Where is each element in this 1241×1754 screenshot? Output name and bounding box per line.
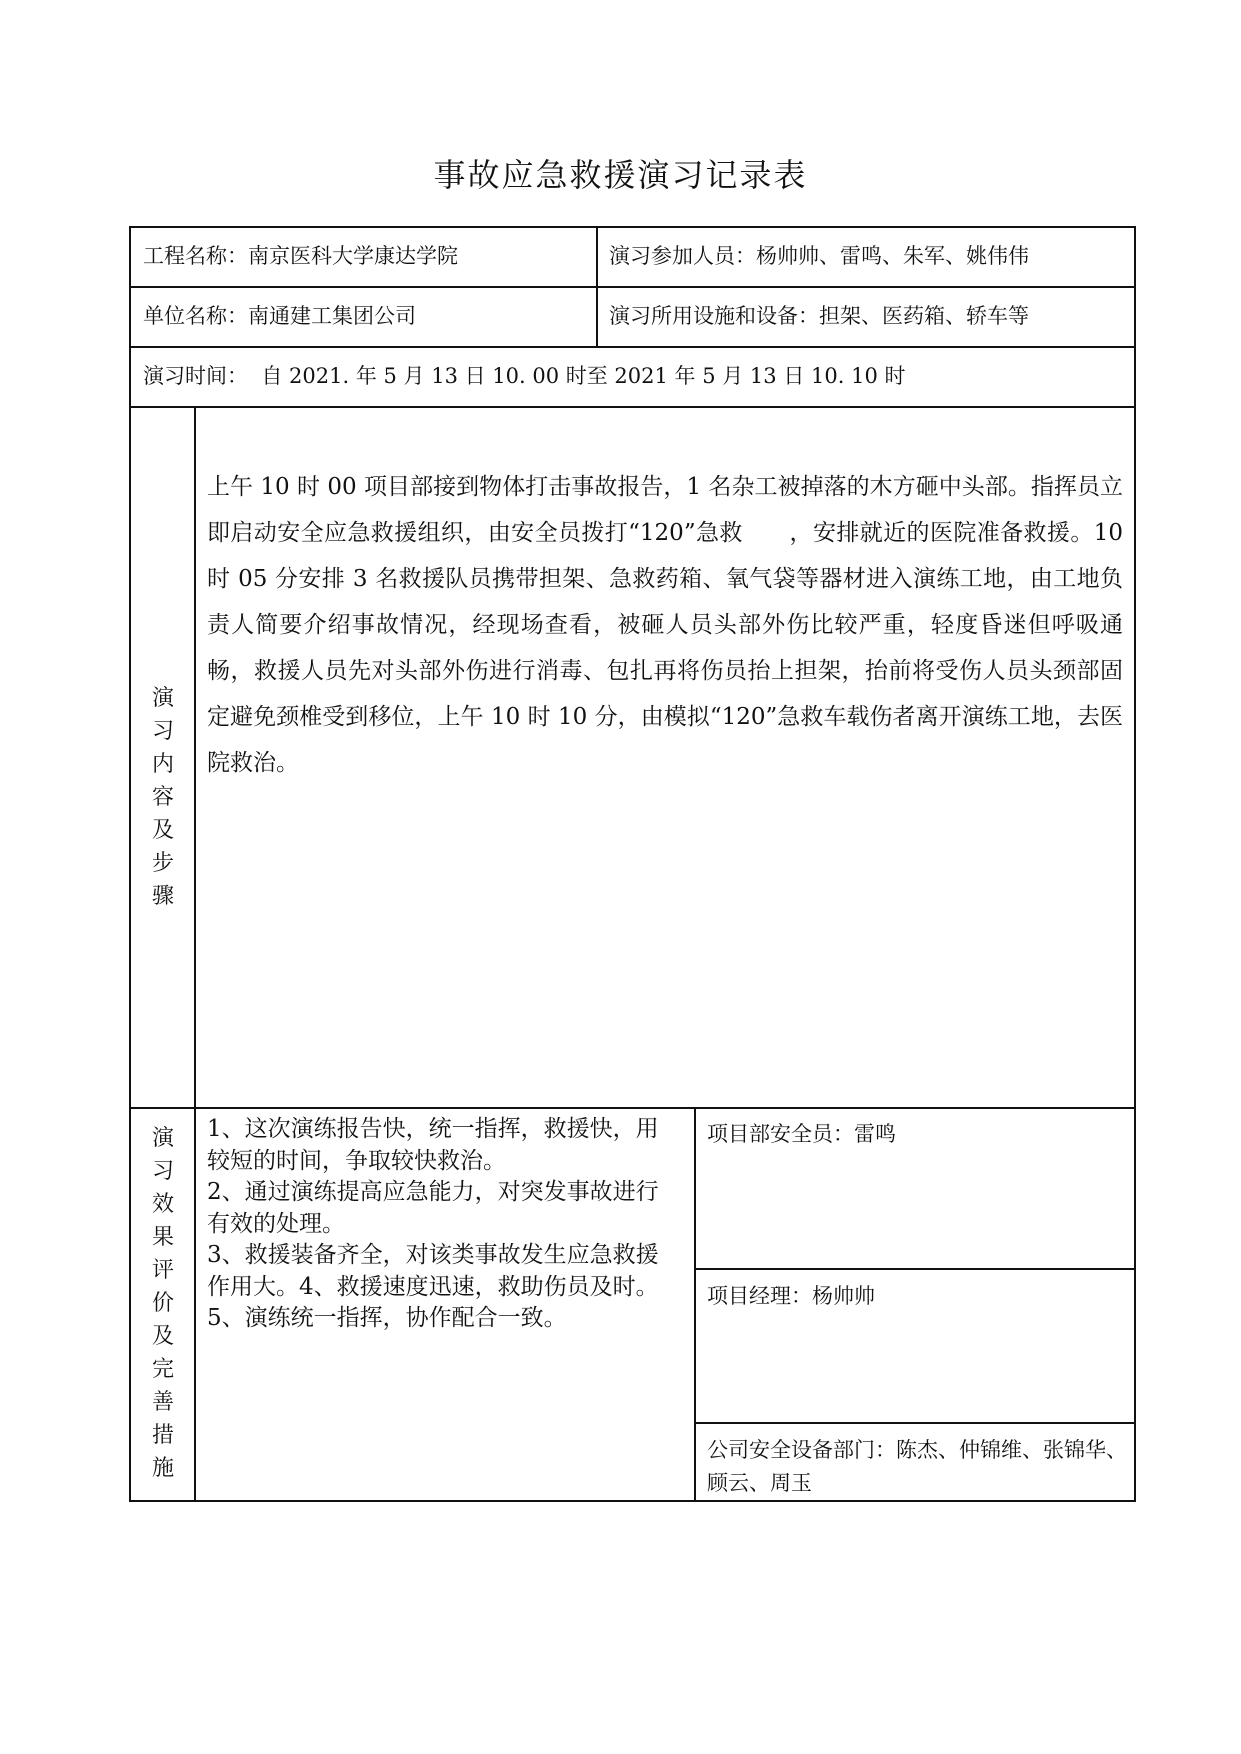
content-label-char: 演 bbox=[151, 686, 174, 711]
drill-time-value: 自 2021. 年 5 月 13 日 10. 00 时至 2021 年 5 月 13 日 10. 10 时 bbox=[261, 364, 906, 388]
column-divider bbox=[596, 228, 598, 346]
company-dept-label: 公司安全设备部门： bbox=[707, 1438, 896, 1462]
equipment-value: 担架、医药箱、轿车等 bbox=[819, 304, 1029, 328]
evaluation-line: 2、通过演练提高应急能力，对突发事故进行 bbox=[207, 1179, 659, 1205]
content-label-char: 习 bbox=[151, 719, 174, 744]
evaluation-section-label bbox=[143, 1122, 183, 1485]
content-section-label bbox=[143, 682, 183, 913]
safety-officer-label: 项目部安全员： bbox=[707, 1122, 854, 1146]
evaluation-label-char: 评 bbox=[151, 1258, 174, 1283]
evaluation-line: 5、演练统一指挥，协作配合一致。 bbox=[207, 1305, 567, 1331]
row-divider bbox=[131, 286, 1134, 288]
evaluation-label-char: 演 bbox=[151, 1126, 174, 1151]
evaluation-label-char: 价 bbox=[151, 1291, 174, 1316]
project-manager-label: 项目经理： bbox=[707, 1284, 812, 1308]
content-label-char: 容 bbox=[151, 785, 174, 810]
participants-value: 杨帅帅、雷鸣、朱军、姚伟伟 bbox=[756, 244, 1029, 268]
content-label-char: 内 bbox=[151, 752, 174, 777]
company-dept-signature bbox=[707, 1434, 1127, 1500]
evaluation-label-char: 善 bbox=[151, 1390, 174, 1415]
evaluation-line: 较短的时间，争取较快救治。 bbox=[207, 1147, 506, 1174]
unit-name-label: 单位名称： bbox=[143, 304, 248, 328]
row-divider bbox=[131, 1107, 1134, 1109]
drill-time-cell bbox=[143, 362, 905, 390]
drill-time-label: 演习时间： bbox=[143, 364, 248, 388]
evaluation-line: 作用大。4、救援速度迅速，救助伤员及时。 bbox=[207, 1273, 659, 1300]
evaluation-line: 有效的处理。 bbox=[207, 1210, 345, 1237]
participants-label: 演习参加人员： bbox=[609, 244, 756, 268]
evaluation-label-char: 及 bbox=[151, 1324, 174, 1349]
evaluation-text bbox=[207, 1114, 691, 1335]
column-divider bbox=[694, 1107, 696, 1500]
content-label-char: 步 bbox=[151, 851, 174, 876]
content-label-char: 及 bbox=[151, 818, 174, 843]
company-dept-value: 陈杰、仲锦维、张锦华、顾云、周玉 bbox=[707, 1438, 1127, 1495]
form-title: 事故应急救援演习记录表 bbox=[433, 156, 808, 194]
evaluation-label-char: 习 bbox=[151, 1159, 174, 1184]
project-manager-signature bbox=[707, 1280, 1127, 1313]
project-manager-value: 杨帅帅 bbox=[812, 1284, 875, 1308]
safety-officer-signature bbox=[707, 1118, 1127, 1151]
participants-cell bbox=[609, 242, 1029, 270]
evaluation-line: 3、救援装备齐全，对该类事故发生应急救援 bbox=[207, 1242, 659, 1268]
drill-content-text: 上午 10 时 00 项目部接到物体打击事故报告，1 名杂工被掉落的木方砸中头部。指挥员立即启动安全应急救援组织，由安全员拨打“120”急救 ，安排就近的医院准备救援。10 时 05 分安排 3 名救援队员携带担架、急救药箱、氧气袋等器材进入演练工地，由工地负责人简要介绍事故情况，经现场查看，被砸人员头部外伤比较严重，轻度昏迷但呼吸通畅，救援人员先对头部外伤进行消毒、包扎再将伤员抬上担架，抬前将受伤人员头颈部固定避免颈椎受到移位，上午 10 时 10 分，由模拟“120”急救车载伤者离开演练工地，去医院救治。 bbox=[207, 474, 1123, 776]
row-divider bbox=[131, 406, 1134, 408]
equipment-cell bbox=[609, 302, 1029, 330]
equipment-label: 演习所用设施和设备： bbox=[609, 304, 819, 328]
unit-name-value: 南通建工集团公司 bbox=[248, 304, 416, 328]
row-divider bbox=[694, 1268, 1134, 1270]
row-divider bbox=[131, 346, 1134, 348]
evaluation-label-char: 措 bbox=[151, 1423, 174, 1448]
project-name-label: 工程名称： bbox=[143, 244, 248, 268]
content-label-char: 骤 bbox=[151, 884, 174, 909]
project-name-cell bbox=[143, 242, 458, 270]
record-table bbox=[129, 226, 1136, 1502]
column-divider bbox=[194, 406, 196, 1500]
evaluation-label-char: 果 bbox=[151, 1225, 174, 1250]
evaluation-line: 1、这次演练报告快，统一指挥，救援快，用 bbox=[207, 1116, 659, 1142]
unit-name-cell bbox=[143, 302, 416, 330]
evaluation-label-char: 完 bbox=[151, 1357, 174, 1382]
evaluation-label-char: 施 bbox=[151, 1456, 174, 1481]
safety-officer-value: 雷鸣 bbox=[854, 1122, 896, 1146]
row-divider bbox=[694, 1422, 1134, 1424]
project-name-value: 南京医科大学康达学院 bbox=[248, 244, 458, 268]
evaluation-label-char: 效 bbox=[151, 1192, 174, 1217]
